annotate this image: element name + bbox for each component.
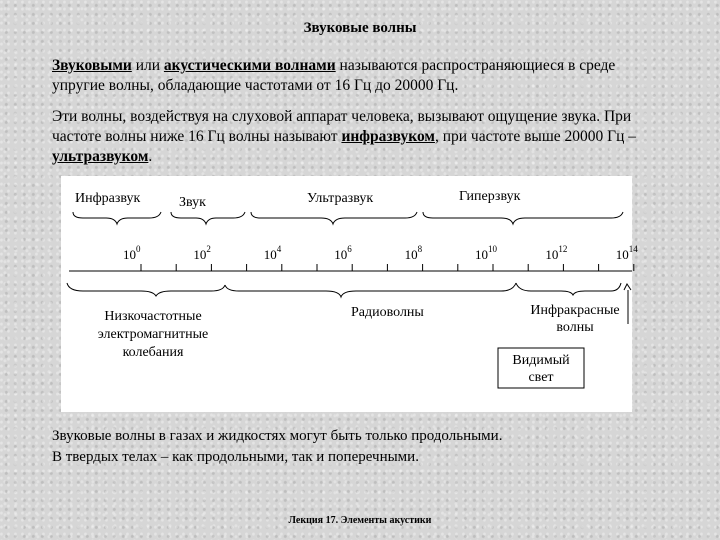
definition-paragraph bbox=[52, 56, 664, 96]
label-radio: Радиоволны bbox=[351, 305, 424, 320]
effect-text-1: Эти волны, воздействуя на слуховой аппарат человека, вызывают ощущение звука. При частоте волны ниже 16 Гц волны называют bbox=[52, 108, 632, 145]
footer-caption: Лекция 17. Элементы акустики bbox=[288, 515, 432, 526]
label-low-frequency-1: Низкочастотные bbox=[104, 309, 202, 324]
label-visible-1: Видимый bbox=[512, 353, 570, 368]
page-title: Звуковые волны bbox=[303, 20, 417, 36]
label-ultrasound: Ультразвук bbox=[307, 191, 374, 206]
conclusion-line-1: Звуковые волны в газах и жидкостях могут быть только продольными. bbox=[52, 428, 503, 444]
brace-ultrasound bbox=[251, 212, 417, 224]
brace-sound bbox=[171, 212, 245, 224]
label-visible-2: свет bbox=[528, 370, 554, 385]
label-hypersound: Гиперзвук bbox=[459, 189, 521, 204]
label-infrasound: Инфразвук bbox=[75, 191, 141, 206]
axis-ticks bbox=[141, 264, 634, 271]
term-infrasound: инфразвуком bbox=[341, 128, 435, 145]
conjunction: или bbox=[131, 57, 164, 74]
brace-infrared bbox=[516, 283, 621, 295]
effect-paragraph bbox=[52, 107, 664, 167]
brace-hypersound bbox=[423, 212, 623, 224]
effect-text-3: . bbox=[148, 148, 153, 165]
definition-text: называются распространяющиеся в среде упругие волны, обладающие частотами от 16 Гц до 20000 Гц. bbox=[52, 57, 616, 94]
brace-low-frequency bbox=[67, 283, 225, 296]
tick-label-power-0: $10^0$ bbox=[123, 244, 141, 262]
tick-label-power-2: $10^2$ bbox=[193, 244, 211, 262]
brace-radio bbox=[225, 283, 516, 297]
conclusion-paragraph bbox=[52, 426, 664, 468]
bracket-visible bbox=[624, 284, 631, 290]
term-acoustic-waves: акустическими волнами bbox=[163, 57, 336, 74]
label-infrared-1: Инфракрасные bbox=[530, 303, 620, 318]
effect-text-2: , при частоте выше 20000 Гц – bbox=[434, 128, 637, 145]
conclusion-line-2: В твердых телах – как продольными, так и поперечными. bbox=[52, 449, 419, 465]
spectrum-svg bbox=[61, 176, 638, 412]
term-sound-waves: Звуковыми bbox=[52, 57, 132, 74]
brace-infrasound bbox=[73, 212, 161, 224]
tick-label-power-12: $10^{12}$ bbox=[545, 244, 568, 262]
axis-tick-labels bbox=[123, 244, 638, 262]
tick-label-power-4: $10^4$ bbox=[263, 244, 282, 262]
tick-label-power-6: $10^6$ bbox=[334, 244, 352, 262]
label-low-frequency-2: электромагнитные bbox=[97, 327, 209, 342]
label-infrared-2: волны bbox=[556, 320, 594, 335]
tick-label-power-8: $10^8$ bbox=[404, 244, 423, 262]
label-sound: Звук bbox=[179, 195, 206, 210]
label-low-frequency-3: колебания bbox=[122, 345, 184, 360]
term-ultrasound: ультразвуком bbox=[52, 148, 149, 165]
frequency-spectrum-diagram bbox=[61, 176, 638, 412]
tick-label-power-10: $10^{10}$ bbox=[475, 244, 497, 262]
tick-label-power-14: $10^{14}$ bbox=[615, 244, 638, 262]
